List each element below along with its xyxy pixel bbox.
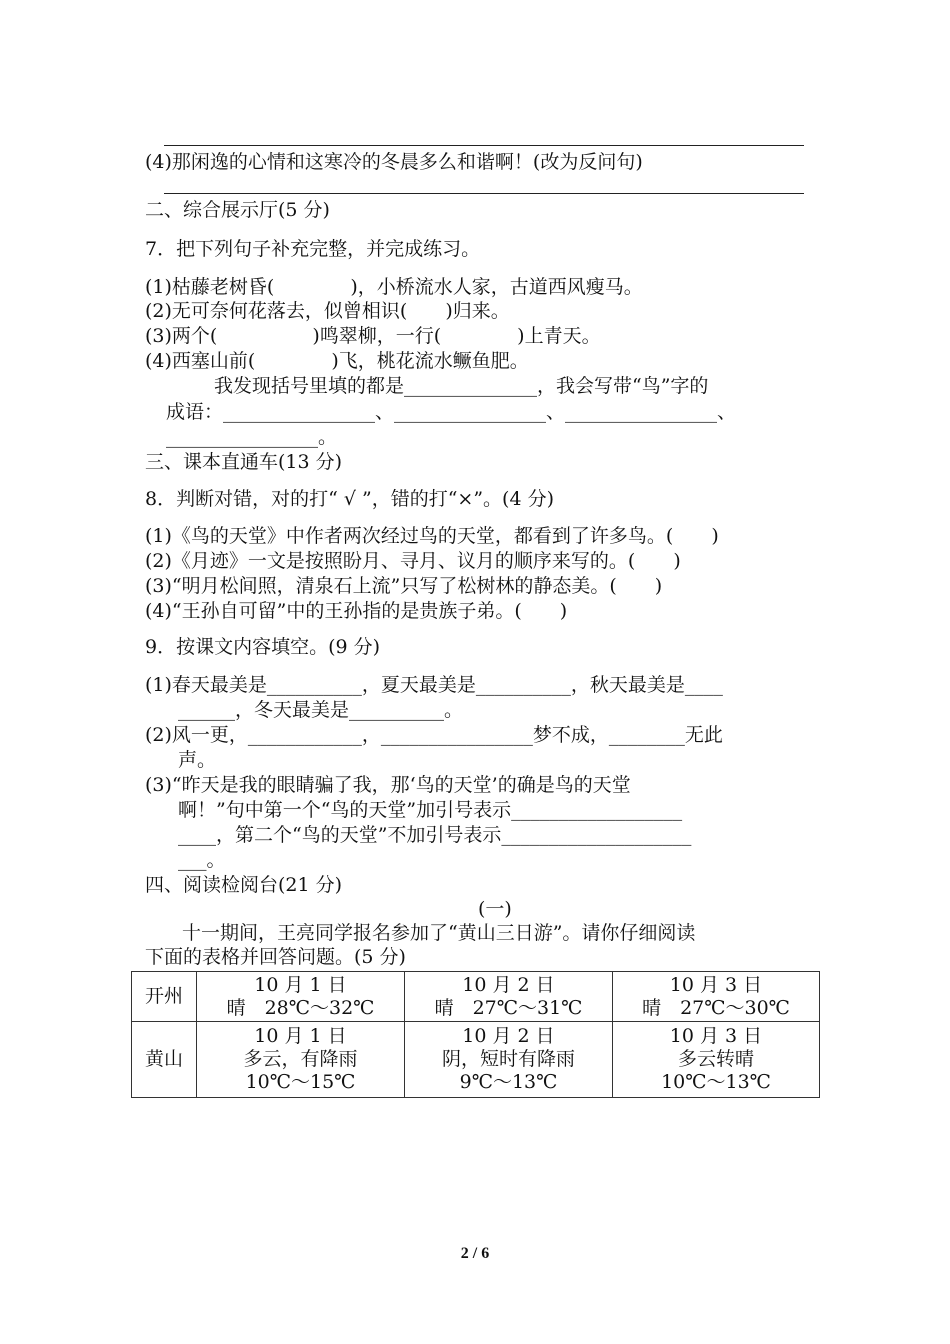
question-8: 8．判断对错，对的打“ √ ”，错的打“×”。(4 分) <box>145 488 555 510</box>
question-7-item-3: (3)两个( )鸣翠柳，一行( )上青天。 <box>145 325 601 347</box>
weather-text: 阴，短时有降雨 <box>441 1048 575 1070</box>
question-9-item-2: (2)风一更，____________，________________梦不成，________无此 <box>145 724 723 746</box>
weather-cell <box>405 1022 613 1098</box>
temperature-text: 10℃～13℃ <box>661 1071 771 1093</box>
reading-intro: 十一期间，王亮同学报名参加了“黄山三日游”。请你仔细阅读 <box>182 922 696 944</box>
weather-cell <box>197 1022 405 1098</box>
weather-cell <box>613 972 820 1022</box>
reading-intro-cont: 下面的表格并回答问题。(5 分) <box>145 946 406 968</box>
question-7-idioms-cont: ________________。 <box>166 426 338 448</box>
weather-table <box>131 971 820 1098</box>
date-text: 10 月 2 日 <box>462 973 555 996</box>
date-text: 10 月 1 日 <box>254 973 347 996</box>
section-4-heading: 四、阅读检阅台(21 分) <box>145 874 343 896</box>
table-row <box>132 972 820 1022</box>
weather-cell <box>405 972 613 1022</box>
weather-cell <box>197 972 405 1022</box>
question-8-item-2: (2)《月迹》一文是按照盼月、寻月、议月的顺序来写的。( ) <box>145 550 681 572</box>
question-8-item-1: (1)《鸟的天堂》中作者两次经过鸟的天堂，都看到了许多鸟。( ) <box>145 525 719 547</box>
weather-text: 多云，有降雨 <box>243 1048 358 1070</box>
question-7: 7．把下列句子补充完整，并完成练习。 <box>145 238 481 260</box>
question-7-idioms: 成语：________________、________________、________________、 <box>166 401 737 423</box>
question-7-item-4: (4)西塞山前( )飞，桃花流水鳜鱼肥。 <box>145 350 529 372</box>
weather-cell <box>613 1022 820 1098</box>
place-cell: 黄山 <box>132 1022 197 1098</box>
answer-line-2 <box>164 193 804 194</box>
question-8-item-4: (4)“王孙自可留”中的王孙指的是贵族子弟。( ) <box>145 600 568 622</box>
answer-line-1 <box>164 145 804 146</box>
question-9-item-1: (1)春天最美是__________，夏天最美是__________，秋天最美是____ <box>145 674 723 696</box>
section-3-heading: 三、课本直通车(13 分) <box>145 451 343 473</box>
temperature-text: 9℃～13℃ <box>459 1071 558 1093</box>
question-9-item-3-cont3: ___。 <box>178 849 226 871</box>
question-9-item-1-cont: ______，冬天最美是__________。 <box>178 699 464 721</box>
page-number: 2 / 6 <box>460 1245 490 1262</box>
date-text: 10 月 2 日 <box>462 1025 555 1047</box>
question-7-discovery: 我发现括号里填的都是______________，我会写带“鸟”字的 <box>214 375 709 397</box>
table-row <box>132 1022 820 1098</box>
question-9-item-3-cont1: 啊！”句中第一个“鸟的天堂”加引号表示__________________ <box>178 799 683 821</box>
date-text: 10 月 3 日 <box>669 1025 763 1047</box>
weather-text: 晴 28℃～32℃ <box>226 996 375 1019</box>
question-9-item-2-cont: 声。 <box>178 749 217 771</box>
reading-part-1-title: (一) <box>478 898 512 920</box>
place-cell: 开州 <box>132 972 197 1022</box>
temperature-text: 10℃～15℃ <box>245 1071 356 1093</box>
date-text: 10 月 3 日 <box>669 973 763 996</box>
question-7-item-2: (2)无可奈何花落去，似曾相识( )归来。 <box>145 300 510 322</box>
section-2-heading: 二、综合展示厅(5 分) <box>145 199 330 221</box>
question-8-item-3: (3)“明月松间照，清泉石上流”只写了松树林的静态美。( ) <box>145 575 663 597</box>
weather-text: 晴 27℃～30℃ <box>642 996 790 1019</box>
question-9-item-3-cont2: ____，第二个“鸟的天堂”不加引号表示____________________ <box>178 824 692 846</box>
question-9: 9．按课文内容填空。(9 分) <box>145 636 381 658</box>
question-7-item-1: (1)枯藤老树昏( )，小桥流水人家，古道西风瘦马。 <box>145 276 643 298</box>
question-9-item-3: (3)“昨天是我的眼睛骗了我，那‘鸟的天堂’的确是鸟的天堂 <box>145 774 631 796</box>
weather-text: 晴 27℃～31℃ <box>434 996 583 1019</box>
question-4-rewrite: (4)那闲逸的心情和这寒冷的冬晨多么和谐啊！(改为反问句) <box>145 151 643 173</box>
weather-text: 多云转晴 <box>677 1048 754 1070</box>
date-text: 10 月 1 日 <box>254 1025 347 1047</box>
